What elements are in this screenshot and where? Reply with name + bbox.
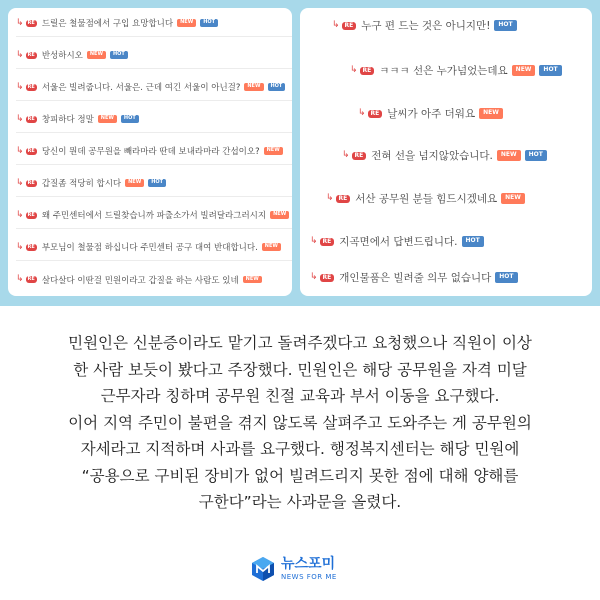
- comment-row[interactable]: [16, 106, 292, 133]
- hot-badge: HOT: [121, 115, 139, 123]
- reply-arrow-icon: ↳: [350, 65, 358, 75]
- comment-title[interactable]: 개인물품은 빌려줄 의무 없습니다: [339, 272, 492, 284]
- comment-row[interactable]: [332, 18, 517, 33]
- comment-title[interactable]: 전혀 선을 넘지않았습니다.: [371, 150, 493, 162]
- comment-row[interactable]: [326, 191, 525, 206]
- new-badge: NEW: [177, 19, 196, 27]
- comment-title[interactable]: 서울은 빌려줍니다. 서울은. 근데 여긴 서울이 아닌걸?: [41, 83, 241, 93]
- comment-title[interactable]: 반성하시오: [41, 51, 83, 61]
- comment-title[interactable]: ㅋㅋㅋ 선은 누가넘었는데요: [379, 65, 508, 77]
- comment-title[interactable]: 날씨가 아주 더워요: [387, 108, 476, 120]
- comment-row[interactable]: [16, 234, 292, 261]
- comment-row[interactable]: [16, 42, 292, 69]
- comment-row[interactable]: [16, 10, 292, 37]
- re-tag: RE: [27, 83, 35, 90]
- reply-arrow-icon: ↳: [326, 193, 334, 203]
- comment-row[interactable]: [342, 148, 547, 163]
- reply-arrow-icon: ↳: [16, 274, 24, 284]
- hot-badge: HOT: [148, 179, 166, 187]
- new-badge: NEW: [244, 83, 263, 91]
- comment-row[interactable]: [358, 106, 503, 121]
- new-badge: NEW: [501, 193, 525, 204]
- hot-badge: HOT: [539, 65, 561, 76]
- comment-title[interactable]: 갑질좀 적당히 합시다: [41, 179, 122, 189]
- re-tag: RE: [27, 243, 35, 250]
- new-badge: NEW: [264, 147, 283, 155]
- new-badge: NEW: [243, 276, 262, 284]
- article-line: 민원인은 신분증이라도 맡기고 돌려주겠다고 요청했으나 직원이 이상: [68, 334, 532, 352]
- comment-title[interactable]: 창피하다 정말: [41, 115, 94, 125]
- newsforme-logo-icon: [250, 556, 276, 582]
- re-tag: RE: [27, 179, 35, 186]
- re-tag: RE: [320, 238, 335, 246]
- reply-arrow-icon: ↳: [16, 17, 24, 28]
- re-tag: RE: [360, 67, 375, 75]
- article-body: [0, 330, 600, 516]
- article-line: 구한다”라는 사과문을 올렸다.: [198, 493, 402, 511]
- right-comment-panel: [300, 8, 592, 296]
- comment-row[interactable]: [350, 63, 562, 78]
- article-line: 자세라고 지적하며 사과를 요구했다. 행정복지센터는 해당 민원에: [80, 440, 520, 458]
- comment-row[interactable]: [16, 170, 292, 197]
- hot-badge: HOT: [110, 51, 128, 59]
- logo-text-group: [281, 557, 337, 581]
- new-badge: NEW: [512, 65, 536, 76]
- article-line: 이어 지역 주민이 불편을 겪지 않도록 살펴주고 도와주는 게 공무원의: [68, 413, 532, 432]
- comment-row[interactable]: [310, 270, 518, 285]
- re-tag: RE: [27, 51, 35, 58]
- re-tag: RE: [27, 115, 35, 122]
- comment-title[interactable]: 당신이 뭔데 공무원을 빼라마라 딴데 보내라마라 간섭이오?: [41, 147, 260, 157]
- re-tag: RE: [336, 195, 351, 203]
- new-badge: NEW: [497, 150, 521, 161]
- re-tag: RE: [27, 147, 35, 154]
- comment-title[interactable]: 지곡면에서 답변드립니다.: [339, 236, 458, 248]
- left-comment-panel: [8, 8, 292, 296]
- new-badge: NEW: [262, 243, 281, 251]
- re-tag: RE: [368, 110, 383, 118]
- reply-arrow-icon: ↳: [342, 150, 350, 160]
- new-badge: NEW: [479, 108, 503, 119]
- reply-arrow-icon: ↳: [16, 49, 24, 60]
- reply-arrow-icon: ↳: [16, 113, 24, 124]
- reply-arrow-icon: ↳: [310, 236, 318, 246]
- new-badge: NEW: [125, 179, 144, 187]
- comment-title[interactable]: 살다살다 이딴걸 민원이라고 갑질을 하는 사람도 있네: [41, 275, 239, 286]
- comment-row[interactable]: [310, 234, 484, 249]
- re-tag: RE: [342, 22, 357, 30]
- reply-arrow-icon: ↳: [16, 177, 24, 188]
- reply-arrow-icon: ↳: [16, 241, 24, 252]
- comment-row[interactable]: [16, 202, 292, 229]
- comment-title[interactable]: 왜 주민센터에서 드릴찾습니까 파출소가서 빌려달라그러시지: [41, 211, 267, 221]
- hot-badge: HOT: [268, 83, 286, 91]
- hot-badge: HOT: [525, 150, 547, 161]
- hot-badge: HOT: [462, 236, 484, 247]
- reply-arrow-icon: ↳: [16, 81, 24, 92]
- re-tag: RE: [27, 276, 35, 282]
- logo-subtitle: NEWS FOR ME: [281, 573, 337, 581]
- re-tag: RE: [320, 274, 335, 282]
- reply-arrow-icon: ↳: [310, 272, 318, 282]
- article-line: “공용으로 구비된 장비가 없어 빌려드리지 못한 점에 대해 양해를: [81, 466, 519, 485]
- reply-arrow-icon: ↳: [16, 209, 24, 220]
- hot-badge: HOT: [200, 19, 218, 27]
- re-tag: RE: [27, 211, 35, 218]
- new-badge: NEW: [98, 115, 117, 123]
- reply-arrow-icon: ↳: [16, 145, 24, 156]
- re-tag: RE: [352, 152, 367, 160]
- reply-arrow-icon: ↳: [332, 20, 340, 30]
- re-tag: RE: [27, 19, 35, 26]
- hot-badge: HOT: [495, 272, 517, 283]
- comment-title[interactable]: 부모님이 철물점 하십니다 주민센터 공구 대여 반대합니다.: [41, 243, 258, 253]
- comment-row[interactable]: [16, 266, 292, 293]
- comment-row[interactable]: [16, 138, 292, 165]
- article-line: 한 사람 보듯이 봤다고 주장했다. 민원인은 해당 공무원을 자격 미달: [73, 360, 527, 379]
- comment-row[interactable]: [16, 74, 292, 101]
- comment-title[interactable]: 서산 공무원 분들 힘드시겠네요: [355, 193, 498, 205]
- new-badge: NEW: [270, 211, 289, 219]
- hot-badge: HOT: [494, 20, 516, 31]
- logo-name: 뉴스포미: [281, 556, 336, 572]
- article-line: 근무자라 칭하며 공무원 친절 교육과 부서 이동을 요구했다.: [100, 387, 500, 405]
- comment-title[interactable]: 드릴은 철물점에서 구입 요망합니다: [41, 19, 174, 29]
- newsforme-logo: [250, 556, 337, 582]
- comment-title[interactable]: 누구 편 드는 것은 아니지만!: [361, 20, 491, 32]
- new-badge: NEW: [87, 51, 106, 59]
- reply-arrow-icon: ↳: [358, 108, 366, 118]
